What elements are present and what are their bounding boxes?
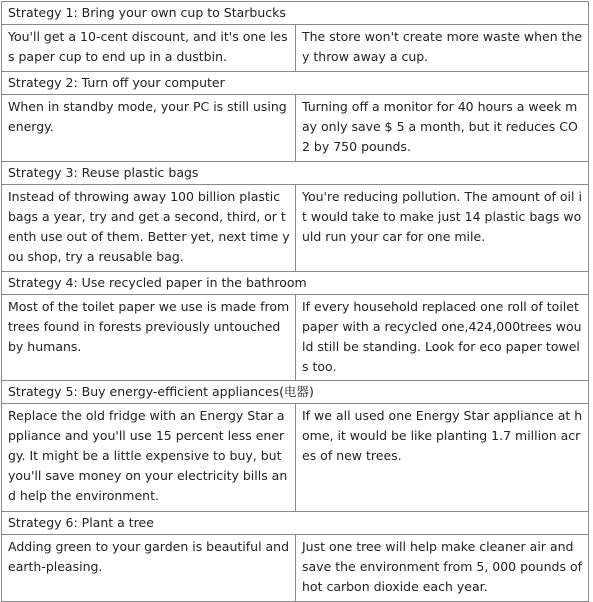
strategy-3-heading-row	[2, 162, 589, 185]
strategy-1-heading-row	[2, 2, 589, 25]
strategy-4-heading-row	[2, 272, 589, 295]
strategy-6-action: Adding green to your garden is beautiful and earth-pleasing.	[2, 535, 296, 602]
strategy-3-heading: Strategy 3: Reuse plastic bags	[2, 162, 589, 185]
strategy-3-body-row	[2, 185, 589, 272]
strategy-4-body-row	[2, 295, 589, 381]
strategy-2-impact: Turning off a monitor for 40 hours a week may only save $ 5 a month, but it reduces CO2 by 750 pounds.	[296, 95, 589, 162]
strategy-2-action: When in standby mode, your PC is still using energy.	[2, 95, 296, 162]
strategy-6-heading-row	[2, 512, 589, 535]
strategy-4-action: Most of the toilet paper we use is made from trees found in forests previously untouched by humans.	[2, 295, 296, 381]
strategy-1-action: You'll get a 10-cent discount, and it's one less paper cup to end up in a dustbin.	[2, 25, 296, 72]
strategy-1-impact: The store won't create more waste when they throw away a cup.	[296, 25, 589, 72]
strategy-5-action: Replace the old fridge with an Energy Star appliance and you'll use 15 percent less energy. It might be a little expensive to buy, but you'll save money on your electricity bills and help the environment.	[2, 404, 296, 512]
strategy-1-heading: Strategy 1: Bring your own cup to Starbucks	[2, 2, 589, 25]
strategy-3-impact: You're reducing pollution. The amount of oil it would take to make just 14 plastic bags would run your car for one mile.	[296, 185, 589, 272]
strategy-4-impact: If every household replaced one roll of toilet paper with a recycled one,424,000trees would still be standing. Look for eco paper towels too.	[296, 295, 589, 381]
strategy-5-heading: Strategy 5: Buy energy-efficient appliances(电器)	[2, 381, 589, 404]
strategy-5-body-row	[2, 404, 589, 512]
strategy-2-heading-row	[2, 72, 589, 95]
strategy-2-body-row	[2, 95, 589, 162]
strategy-6-heading: Strategy 6: Plant a tree	[2, 512, 589, 535]
strategy-1-body-row	[2, 25, 589, 72]
strategy-6-body-row	[2, 535, 589, 602]
strategy-5-heading-row	[2, 381, 589, 404]
strategy-3-action: Instead of throwing away 100 billion plastic bags a year, try and get a second, third, or tenth use out of them. Better yet, next time you shop, try a reusable bag.	[2, 185, 296, 272]
strategy-6-impact: Just one tree will help make cleaner air and save the environment from 5, 000 pounds of hot carbon dioxide each year.	[296, 535, 589, 602]
strategy-5-impact: If we all used one Energy Star appliance at home, it would be like planting 1.7 million acres of new trees.	[296, 404, 589, 512]
strategies-table	[1, 1, 589, 602]
strategy-4-heading: Strategy 4: Use recycled paper in the bathroom	[2, 272, 589, 295]
strategy-2-heading: Strategy 2: Turn off your computer	[2, 72, 589, 95]
cut-off-footer-text	[6, 535, 226, 540]
